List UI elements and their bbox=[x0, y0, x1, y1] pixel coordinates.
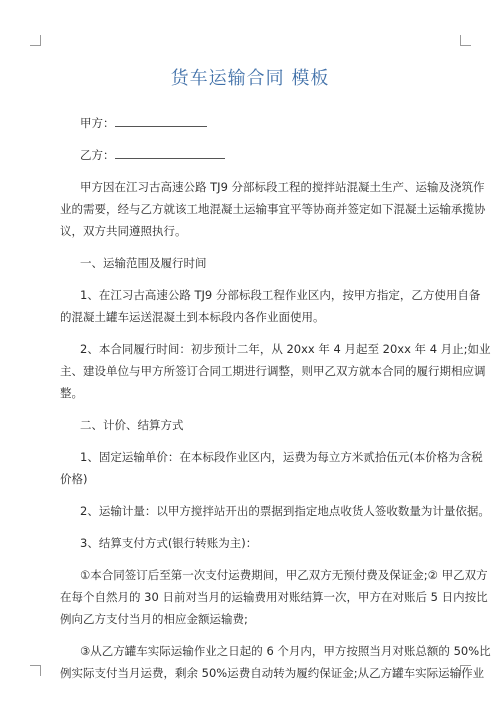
page-corner-mark-top-left bbox=[30, 35, 41, 46]
section-1-paragraph-2 bbox=[60, 338, 491, 404]
paragraph-line: 主、建设单位与甲方所签订合同工期进行调整，则甲乙双方就本合同的履行期相应调 bbox=[60, 364, 486, 378]
intro-line: 甲方因在江习古高速公路 TJ9 分部标段工程的搅拌站混凝土生产、运输及浇筑作 bbox=[80, 180, 485, 194]
section-2-paragraph-1 bbox=[60, 446, 483, 490]
intro-line: 议，双方共同遵照执行。 bbox=[60, 224, 187, 238]
intro-paragraph bbox=[60, 176, 486, 242]
section-2-paragraph-3: 3、结算支付方式(银行转账为主)： bbox=[80, 536, 258, 550]
section-2-paragraph-5 bbox=[60, 640, 491, 684]
document-title: 货车运输合同 模板 bbox=[170, 68, 330, 89]
paragraph-line: 价格) bbox=[60, 472, 88, 486]
party-b-line bbox=[60, 144, 442, 166]
paragraph-line: ①本合同签订后至第一次支付运费期间，甲乙双方无预付费及保证金;② 甲乙双方 bbox=[80, 568, 488, 582]
paragraph-line: 例向乙方支付当月的相应金额运输费; bbox=[60, 612, 248, 626]
section-2-heading: 二、计价、结算方式 bbox=[80, 418, 184, 432]
document-body bbox=[60, 112, 491, 684]
paragraph-line: 1、固定运输单价：在本标段作业区内，运费为每立方米贰拾伍元(本价格为含税 bbox=[80, 450, 483, 464]
section-1-heading: 一、运输范围及履行时间 bbox=[80, 256, 207, 270]
party-b-label: 乙方： bbox=[80, 148, 115, 162]
paragraph-line: 2、本合同履行时间：初步预计二年，从 20xx 年 4 月起至 20xx 年 4 月止;如业 bbox=[80, 342, 491, 356]
page-corner-mark-top-right bbox=[460, 35, 471, 46]
paragraph-line: 整。 bbox=[60, 386, 83, 400]
paragraph-line: 例实际支付当月运费，剩余 50%运费自动转为履约保证金;从乙方罐车实际运输作业 bbox=[60, 666, 485, 680]
section-2-paragraph-4 bbox=[60, 564, 488, 630]
page-corner-mark-bottom-left bbox=[30, 665, 41, 676]
paragraph-line: ③从乙方罐车实际运输作业之日起的 6 个月内，甲方按照当月对账总额的 50%比 bbox=[80, 644, 491, 658]
paragraph-line: 1、在江习古高速公路 TJ9 分部标段工程作业区内，按甲方指定，乙方使用自备 bbox=[80, 288, 481, 302]
paragraph-line: 在每个自然月的 30 日前对当月的运输费用对账结算一次，甲方在对账后 5 日内按比 bbox=[60, 590, 488, 604]
party-a-label: 甲方： bbox=[80, 116, 115, 130]
section-2-paragraph-2: 2、运输计量：以甲方搅拌站开出的票据到指定地点收货人签收数量为计量依据。 bbox=[80, 504, 490, 518]
paragraph-line: 的混凝土罐车运送混凝土到本标段内各作业面使用。 bbox=[60, 310, 325, 324]
party-b-blank[interactable] bbox=[115, 144, 225, 159]
section-1-paragraph-1 bbox=[60, 284, 481, 328]
party-a-blank[interactable] bbox=[115, 112, 207, 127]
party-a-line bbox=[60, 112, 442, 134]
intro-line: 业的需要，经与乙方就该工地混凝土运输事宜平等协商并签定如下混凝土运输承揽协 bbox=[60, 202, 486, 216]
